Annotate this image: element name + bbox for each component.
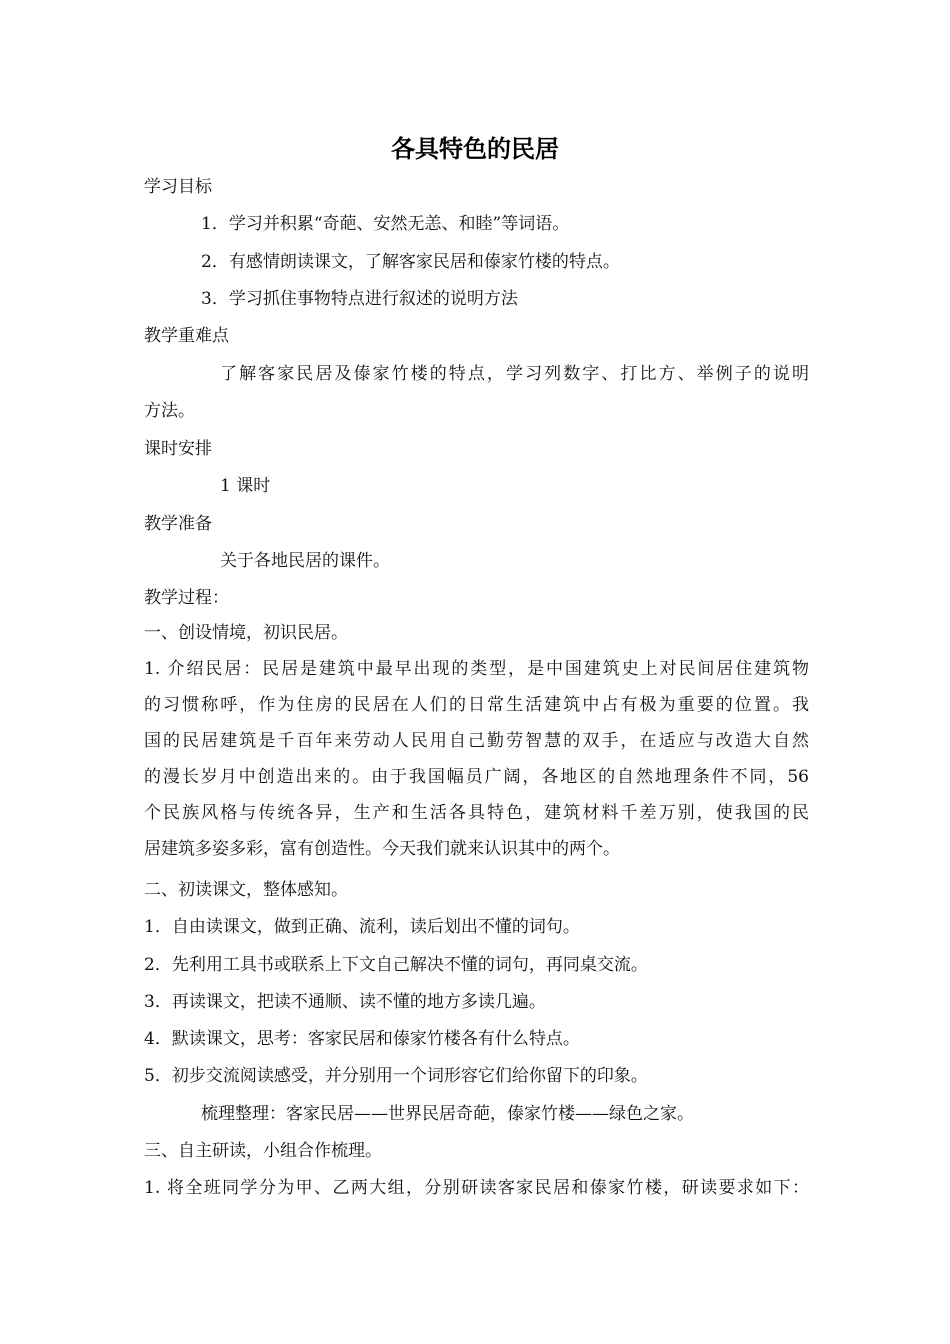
key-text-cont: 方法。	[144, 401, 195, 421]
schedule-heading: 课时安排	[144, 439, 212, 459]
list-item: 5．初步交流阅读感受，并分别用一个词形容它们给你留下的印象。	[144, 1066, 648, 1086]
process-heading: 教学过程：	[144, 588, 229, 608]
goal-item: 2．有感情朗读课文，了解客家民居和傣家竹楼的特点。	[201, 252, 620, 272]
summary-text: 梳理整理：客家民居——世界民居奇葩，傣家竹楼——绿色之家。	[201, 1104, 694, 1124]
paragraph-line: 的漫长岁月中创造出来的。由于我国幅员广阔，各地区的自然地理条件不同，56	[144, 767, 809, 787]
paragraph-line: 国的民居建筑是千百年来劳动人民用自己勤劳智慧的双手，在适应与改造大自然	[144, 731, 809, 751]
list-item: 1．自由读课文，做到正确、流利，读后划出不懂的词句。	[144, 917, 580, 937]
section-heading: 三、自主研读，小组合作梳理。	[144, 1141, 382, 1161]
paragraph-line: 1. 将全班同学分为甲、乙两大组，分别研读客家民居和傣家竹楼，研读要求如下：	[144, 1178, 809, 1198]
list-item: 4．默读课文，思考：客家民居和傣家竹楼各有什么特点。	[144, 1029, 580, 1049]
paragraph-line: 的习惯称呼，作为住房的民居在人们的日常生活建筑中占有极为重要的位置。我	[144, 695, 809, 715]
goal-item: 3．学习抓住事物特点进行叙述的说明方法	[201, 289, 518, 309]
paragraph-line: 1. 介绍民居：民居是建筑中最早出现的类型，是中国建筑史上对民间居住建筑物	[144, 659, 809, 679]
list-item: 3．再读课文，把读不通顺、读不懂的地方多读几遍。	[144, 992, 546, 1012]
section-heading: 一、创设情境，初识民居。	[144, 623, 348, 643]
paragraph-line: 个民族风格与传统各异，生产和生活各具特色，建筑材料千差万别，使我国的民	[144, 803, 809, 823]
section-heading: 二、初读课文，整体感知。	[144, 880, 348, 900]
document-title: 各具特色的民居	[391, 135, 559, 163]
prep-heading: 教学准备	[144, 514, 212, 534]
schedule-text: 1 课时	[220, 476, 271, 496]
prep-text: 关于各地民居的课件。	[220, 551, 390, 571]
key-heading: 教学重难点	[144, 326, 229, 346]
key-text: 了解客家民居及傣家竹楼的特点，学习列数字、打比方、举例子的说明	[220, 364, 809, 384]
list-item: 2．先利用工具书或联系上下文自己解决不懂的词句，再同桌交流。	[144, 955, 648, 975]
goals-heading: 学习目标	[144, 177, 212, 197]
paragraph-line: 居建筑多姿多彩，富有创造性。今天我们就来认识其中的两个。	[144, 839, 620, 859]
goal-item: 1．学习并积累“奇葩、安然无恙、和睦”等词语。	[201, 214, 570, 234]
